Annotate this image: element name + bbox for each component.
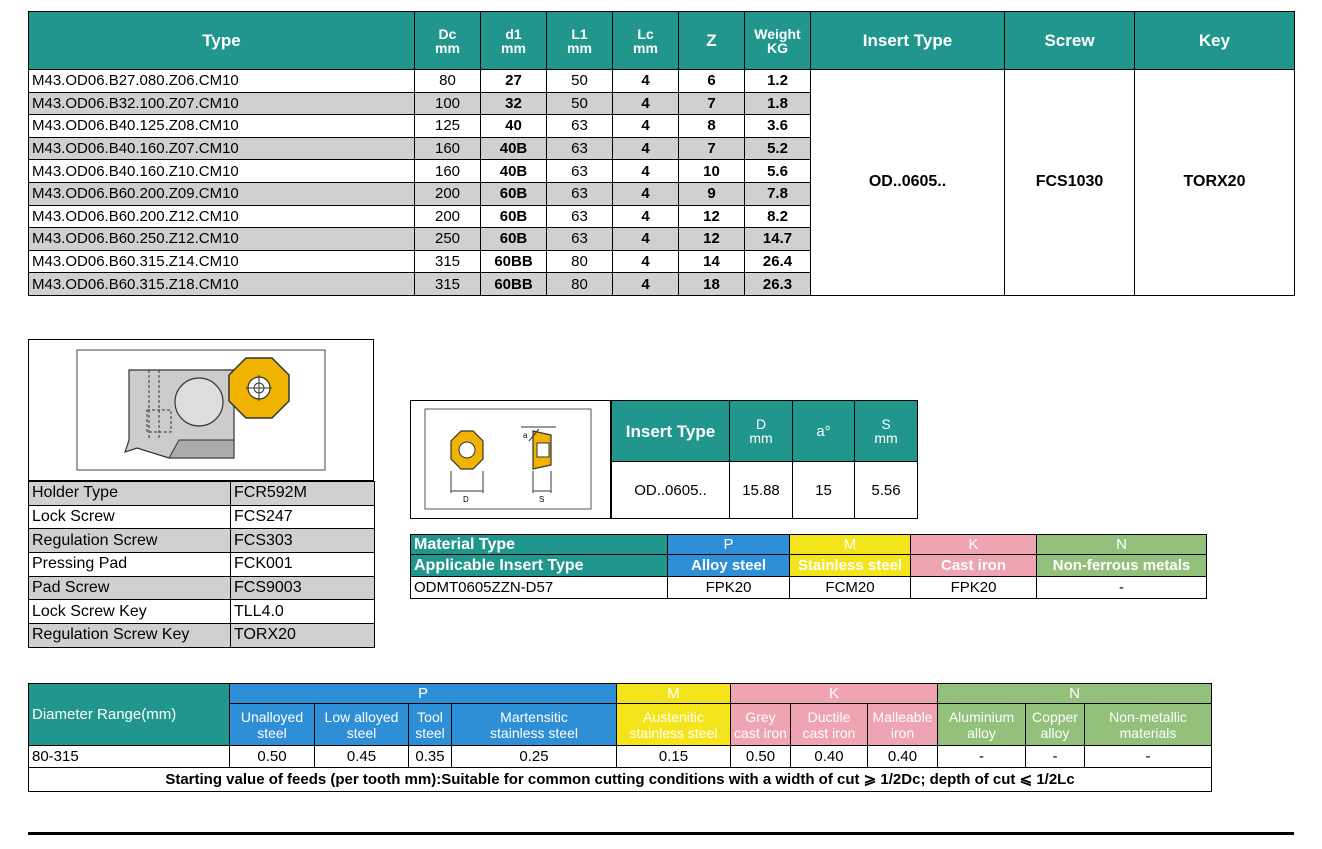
feed-subhead — [1026, 704, 1085, 746]
material-n-name: Non-ferrous metals — [1037, 555, 1207, 577]
feed-subhead-line2: stainless steel — [629, 724, 718, 741]
parts-row — [29, 576, 375, 600]
type-cell: M43.OD06.B60.250.Z12.CM10 — [29, 228, 415, 251]
feed-subhead — [452, 704, 617, 746]
weight-cell: 1.8 — [745, 92, 811, 115]
feed-value: 0.35 — [409, 746, 452, 768]
dc-cell: 250 — [415, 228, 481, 251]
l1-cell: 50 — [547, 92, 613, 115]
insert-type-value: OD..0605.. — [811, 70, 1005, 296]
screw-value: FCS1030 — [1005, 70, 1135, 296]
parts-value: FCS247 — [231, 505, 375, 529]
l1-cell: 63 — [547, 160, 613, 183]
z-cell: 10 — [679, 160, 745, 183]
d1-cell: 60B — [481, 205, 547, 228]
z-cell: 7 — [679, 92, 745, 115]
feed-subhead — [409, 704, 452, 746]
holder-diagram — [29, 340, 373, 480]
insert-diagram — [411, 401, 610, 518]
feed-subhead-line1: Martensitic — [500, 708, 568, 725]
type-cell: M43.OD06.B27.080.Z06.CM10 — [29, 70, 415, 93]
lc-cell: 4 — [613, 92, 679, 115]
parts-label: Pad Screw — [29, 576, 231, 600]
lc-cell: 4 — [613, 160, 679, 183]
d1-cell: 60B — [481, 182, 547, 205]
feed-range-value: 80-315 — [29, 746, 230, 768]
l1-cell: 63 — [547, 228, 613, 251]
z-cell: 14 — [679, 250, 745, 273]
lc-cell: 4 — [613, 250, 679, 273]
parts-value: FCS9003 — [231, 576, 375, 600]
insert-a-value: 15 — [793, 462, 855, 519]
feed-value: 0.40 — [791, 746, 868, 768]
holder-diagram-box — [28, 339, 374, 481]
header-key: Key — [1135, 12, 1295, 70]
parts-value: TLL4.0 — [231, 600, 375, 624]
main-spec-table — [28, 11, 1295, 296]
feed-subhead-line1: Low alloyed — [324, 708, 399, 725]
applicable-insert-label: Applicable Insert Type — [411, 555, 668, 577]
lc-cell: 4 — [613, 205, 679, 228]
z-cell: 12 — [679, 228, 745, 251]
header-type: Type — [29, 12, 415, 70]
type-cell: M43.OD06.B60.315.Z18.CM10 — [29, 273, 415, 296]
feed-value: 0.40 — [868, 746, 938, 768]
z-cell: 8 — [679, 115, 745, 138]
z-cell: 9 — [679, 182, 745, 205]
insert-header-d: D mm — [730, 401, 793, 462]
feed-subhead-line1: Copper — [1032, 708, 1078, 725]
l1-cell: 63 — [547, 137, 613, 160]
feed-subhead — [230, 704, 315, 746]
feed-subhead — [315, 704, 409, 746]
z-cell: 12 — [679, 205, 745, 228]
diagram-d-label: D — [463, 495, 469, 504]
parts-row — [29, 624, 375, 648]
material-p-grade: FPK20 — [668, 577, 790, 599]
type-cell: M43.OD06.B60.200.Z09.CM10 — [29, 182, 415, 205]
feed-subhead-line2: materials — [1119, 724, 1177, 741]
feed-subhead-line1: Non-metallic — [1109, 708, 1187, 725]
dc-cell: 160 — [415, 160, 481, 183]
d1-cell: 40B — [481, 137, 547, 160]
parts-label: Regulation Screw Key — [29, 624, 231, 648]
feed-group-n: N — [938, 684, 1212, 704]
header-d1: d1 mm — [481, 12, 547, 70]
material-table — [410, 534, 1207, 599]
parts-label: Lock Screw Key — [29, 600, 231, 624]
feed-subhead-line1: Austenitic — [643, 708, 704, 725]
feed-subhead-line2: cast iron — [734, 724, 787, 741]
d1-cell: 40 — [481, 115, 547, 138]
weight-cell: 3.6 — [745, 115, 811, 138]
l1-cell: 80 — [547, 273, 613, 296]
l1-cell: 50 — [547, 70, 613, 93]
main-table-row — [29, 70, 1295, 93]
feed-subhead-line2: steel — [346, 724, 377, 741]
header-insert-type: Insert Type — [811, 12, 1005, 70]
type-cell: M43.OD06.B40.160.Z10.CM10 — [29, 160, 415, 183]
lc-cell: 4 — [613, 182, 679, 205]
feed-subhead — [731, 704, 791, 746]
feed-value: 0.45 — [315, 746, 409, 768]
feed-value: 0.15 — [617, 746, 731, 768]
d1-cell: 60B — [481, 228, 547, 251]
header-screw: Screw — [1005, 12, 1135, 70]
diagram-s-label: S — [539, 495, 545, 504]
feed-subhead-line2: stainless steel — [490, 724, 578, 741]
material-m-name: Stainless steel — [790, 555, 911, 577]
feed-group-p: P — [230, 684, 617, 704]
insert-table — [611, 400, 918, 519]
feed-subhead-line1: Aluminium — [948, 708, 1015, 725]
header-lc: Lc mm — [613, 12, 679, 70]
weight-cell: 26.3 — [745, 273, 811, 296]
type-cell: M43.OD06.B40.160.Z07.CM10 — [29, 137, 415, 160]
weight-cell: 26.4 — [745, 250, 811, 273]
header-weight: Weight KG — [745, 12, 811, 70]
parts-label: Lock Screw — [29, 505, 231, 529]
type-cell: M43.OD06.B60.315.Z14.CM10 — [29, 250, 415, 273]
material-k-name: Cast iron — [911, 555, 1037, 577]
material-m-grade: FCM20 — [790, 577, 911, 599]
material-n-grade: - — [1037, 577, 1207, 599]
feed-subhead-line1: Tool — [417, 708, 443, 725]
feed-value: 0.25 — [452, 746, 617, 768]
material-n: N — [1037, 535, 1207, 555]
dc-cell: 315 — [415, 273, 481, 296]
material-m: M — [790, 535, 911, 555]
material-type-label: Material Type — [411, 535, 668, 555]
feed-value: 0.50 — [230, 746, 315, 768]
material-k: K — [911, 535, 1037, 555]
d1-cell: 32 — [481, 92, 547, 115]
insert-header-type: Insert Type — [612, 401, 730, 462]
parts-row — [29, 553, 375, 577]
type-cell: M43.OD06.B32.100.Z07.CM10 — [29, 92, 415, 115]
diagram-a-label: a — [523, 431, 528, 440]
feed-subhead-line1: Unalloyed — [240, 708, 304, 725]
d1-cell: 27 — [481, 70, 547, 93]
insert-diagram-box — [410, 400, 611, 519]
parts-label: Regulation Screw — [29, 529, 231, 553]
bottom-rule — [28, 832, 1294, 835]
header-z: Z — [679, 12, 745, 70]
d1-cell: 40B — [481, 160, 547, 183]
material-k-grade: FPK20 — [911, 577, 1037, 599]
parts-label: Holder Type — [29, 482, 231, 506]
l1-cell: 80 — [547, 250, 613, 273]
dc-cell: 315 — [415, 250, 481, 273]
parts-row — [29, 529, 375, 553]
feed-subhead — [791, 704, 868, 746]
parts-label: Pressing Pad — [29, 553, 231, 577]
material-insert-value: ODMT0605ZZN-D57 — [411, 577, 668, 599]
feed-group-m: M — [617, 684, 731, 704]
insert-header-a: a° — [793, 401, 855, 462]
l1-cell: 63 — [547, 182, 613, 205]
feed-subhead-line2: alloy — [1040, 724, 1070, 741]
feed-subhead-line2: alloy — [967, 724, 996, 741]
insert-header-s: S mm — [855, 401, 918, 462]
feed-subhead-line2: steel — [415, 724, 445, 741]
feed-value: 0.50 — [731, 746, 791, 768]
feed-subhead — [868, 704, 938, 746]
z-cell: 6 — [679, 70, 745, 93]
feed-subhead-line2: steel — [257, 724, 287, 741]
dc-cell: 80 — [415, 70, 481, 93]
parts-value: FCK001 — [231, 553, 375, 577]
dc-cell: 100 — [415, 92, 481, 115]
feed-subhead — [938, 704, 1026, 746]
weight-cell: 1.2 — [745, 70, 811, 93]
weight-cell: 5.2 — [745, 137, 811, 160]
type-cell: M43.OD06.B40.125.Z08.CM10 — [29, 115, 415, 138]
insert-s-value: 5.56 — [855, 462, 918, 519]
feed-subhead-line2: cast iron — [802, 724, 856, 741]
lc-cell: 4 — [613, 228, 679, 251]
lc-cell: 4 — [613, 70, 679, 93]
feed-subhead-line1: Ductile — [807, 708, 851, 725]
header-dc: Dc mm — [415, 12, 481, 70]
feed-value: - — [1026, 746, 1085, 768]
d1-cell: 60BB — [481, 250, 547, 273]
material-p: P — [668, 535, 790, 555]
feed-subhead — [617, 704, 731, 746]
l1-cell: 63 — [547, 115, 613, 138]
feed-subhead-line2: iron — [890, 724, 915, 741]
type-cell: M43.OD06.B60.200.Z12.CM10 — [29, 205, 415, 228]
feed-subhead-line1: Malleable — [872, 708, 933, 725]
parts-row — [29, 505, 375, 529]
parts-row — [29, 600, 375, 624]
dc-cell: 125 — [415, 115, 481, 138]
insert-type-value: OD..0605.. — [612, 462, 730, 519]
z-cell: 7 — [679, 137, 745, 160]
dc-cell: 200 — [415, 205, 481, 228]
feed-note: Starting value of feeds (per tooth mm):Suitable for common cutting conditions with a width of cut ⩾ 1/2Dc; depth of cut ⩽ 1/2Lc — [29, 768, 1212, 792]
parts-table — [28, 481, 375, 648]
weight-cell: 8.2 — [745, 205, 811, 228]
feed-value: - — [1085, 746, 1212, 768]
key-value: TORX20 — [1135, 70, 1295, 296]
dc-cell: 160 — [415, 137, 481, 160]
lc-cell: 4 — [613, 137, 679, 160]
feed-value: - — [938, 746, 1026, 768]
feed-table — [28, 683, 1212, 792]
insert-d-value: 15.88 — [730, 462, 793, 519]
feed-group-k: K — [731, 684, 938, 704]
parts-row — [29, 482, 375, 506]
material-p-name: Alloy steel — [668, 555, 790, 577]
parts-value: FCS303 — [231, 529, 375, 553]
lc-cell: 4 — [613, 115, 679, 138]
weight-cell: 7.8 — [745, 182, 811, 205]
weight-cell: 14.7 — [745, 228, 811, 251]
weight-cell: 5.6 — [745, 160, 811, 183]
diameter-range-label: Diameter Range(mm) — [29, 684, 230, 746]
feed-subhead-line1: Grey — [745, 708, 776, 725]
l1-cell: 63 — [547, 205, 613, 228]
header-l1: L1 mm — [547, 12, 613, 70]
feed-subhead — [1085, 704, 1212, 746]
parts-value: FCR592M — [231, 482, 375, 506]
d1-cell: 60BB — [481, 273, 547, 296]
parts-value: TORX20 — [231, 624, 375, 648]
z-cell: 18 — [679, 273, 745, 296]
lc-cell: 4 — [613, 273, 679, 296]
dc-cell: 200 — [415, 182, 481, 205]
